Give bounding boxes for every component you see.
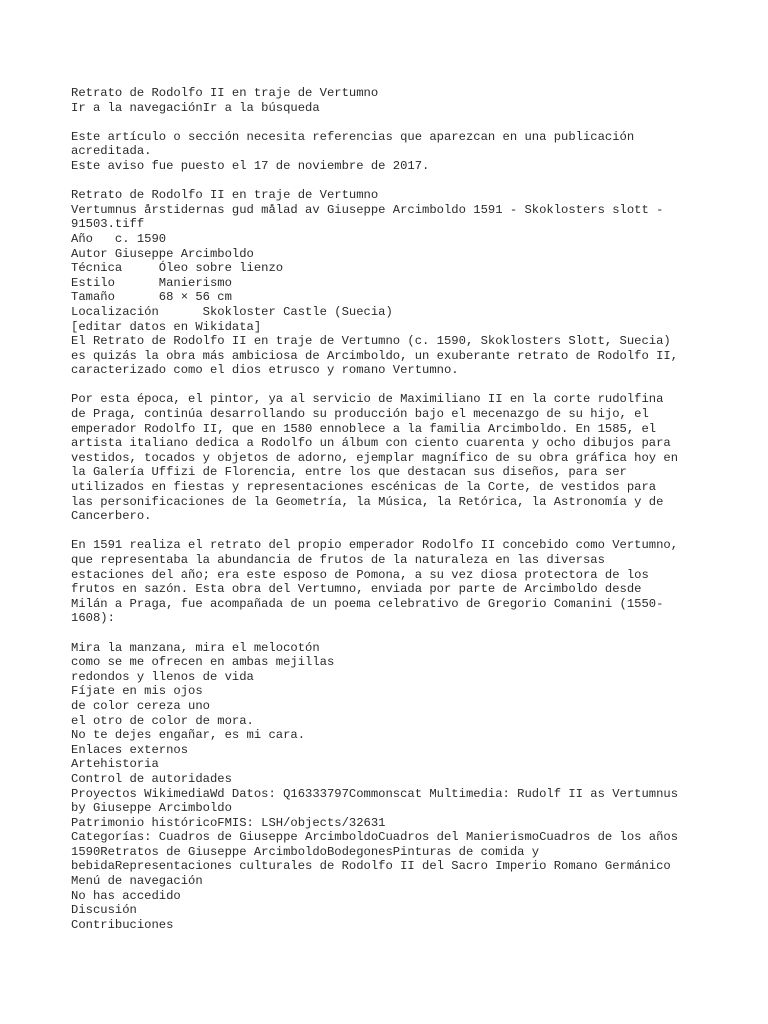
edit-wikidata-link[interactable]: [editar datos en Wikidata] <box>71 319 262 334</box>
paragraph-text: caracterizado como el dios etrusco y romano Vertumno. <box>71 363 459 378</box>
infobox-style: Estilo Manierismo <box>71 275 232 290</box>
infobox-image-caption[interactable]: Vertumnus årstidernas gud målad av Giuseppe Arcimboldo 1591 - Skoklosters slott - <box>71 202 664 217</box>
navigation-menu-heading: Menú de navegación <box>71 874 203 889</box>
paragraph-text: Cancerbero. <box>71 509 152 524</box>
infobox-author: Autor Giuseppe Arcimboldo <box>71 246 254 261</box>
paragraph-text: es quizás la obra más ambiciosa de Arcimboldo, un exuberante retrato de Rodolfo II, <box>71 348 679 363</box>
notice-text: Este artículo o sección necesita referencias que aparezcan en una publicación <box>71 129 635 144</box>
categories-links[interactable]: Categorías: Cuadros de Giuseppe ArcimboldoCuadros del ManierismoCuadros de los años <box>71 830 679 845</box>
blank-line <box>71 115 711 130</box>
paragraph-text: de Praga, continúa desarrollando su producción bajo el mecenazgo de su hijo, el <box>71 407 649 422</box>
paragraph-text: frutos en sazón. Esta obra del Vertumno, enviada por parte de Arcimboldo desde <box>71 582 642 597</box>
paragraph-text: En 1591 realiza el retrato del propio emperador Rodolfo II concebido como Vertumno, <box>71 538 679 553</box>
categories-links[interactable]: 1590Retratos de Giuseppe ArcimboldoBodegonesPinturas de comida y <box>71 844 540 859</box>
poem-line: Fíjate en mis ojos <box>71 684 203 699</box>
paragraph-text: que representaba la abundancia de frutos de la naturaleza en las diversas <box>71 553 605 567</box>
paragraph-text: las personificaciones de la Geometría, la Música, la Retórica, la Astronomía y de <box>71 494 664 509</box>
document-text <box>71 86 711 932</box>
section-heading-external-links: Enlaces externos <box>71 742 189 757</box>
poem-line: el otro de color de mora. <box>71 713 254 728</box>
heritage-link[interactable]: Patrimonio históricoFMIS: LSH/objects/32631 <box>71 815 386 830</box>
external-link-artehistoria[interactable]: Artehistoria <box>71 757 159 772</box>
skip-links[interactable]: Ir a la navegaciónIr a la búsqueda <box>71 100 320 115</box>
blank-line <box>71 378 711 393</box>
blank-line <box>71 174 711 189</box>
paragraph-text: utilizados en fiestas y representaciones escénicas de la Corte, de vestidos para <box>71 480 657 495</box>
notice-text: acreditada. <box>71 144 152 159</box>
infobox-title: Retrato de Rodolfo II en traje de Vertumno <box>71 188 379 203</box>
paragraph-text: Por esta época, el pintor, ya al servicio de Maximiliano II en la corte rudolfina <box>71 392 664 407</box>
infobox-size: Tamaño 68 × 56 cm <box>71 290 232 305</box>
wikimedia-projects-links[interactable]: Proyectos WikimediaWd Datos: Q16333797Commonscat Multimedia: Rudolf II as Vertumnus <box>71 786 679 801</box>
paragraph-text: 1608): <box>71 611 115 626</box>
nav-not-logged-in: No has accedido <box>71 888 181 903</box>
wikimedia-projects-links[interactable]: by Giuseppe Arcimboldo <box>71 801 232 816</box>
paragraph-text: El Retrato de Rodolfo II en traje de Vertumno (c. 1590, Skoklosters Slott, Suecia) <box>71 334 671 349</box>
paragraph-text: artista italiano dedica a Rodolfo un álbum con ciento cuarenta y ocho dibujos para <box>71 436 671 451</box>
infobox-location: Localización Skokloster Castle (Suecia) <box>71 304 393 319</box>
categories-links[interactable]: bebidaRepresentaciones culturales de Rodolfo II del Sacro Imperio Romano Germánico <box>71 859 671 874</box>
paragraph-text: vestidos, tocados y objetos de adorno, ejemplar magnífico de su obra gráfica hoy en <box>71 450 679 465</box>
infobox-year: Año c. 1590 <box>71 231 167 246</box>
poem-line: como se me ofrecen en ambas mejillas <box>71 655 335 670</box>
authority-control-heading: Control de autoridades <box>71 771 232 786</box>
poem-line: Mira la manzana, mira el melocotón <box>71 640 320 655</box>
blank-line <box>71 626 711 641</box>
paragraph-text: emperador Rodolfo II, que en 1580 ennoblece a la familia Arcimboldo. En 1585, el <box>71 421 657 436</box>
paragraph-text: la Galería Uffizi de Florencia, entre los que destacan sus diseños, para ser <box>71 465 627 480</box>
poem-line: de color cereza uno <box>71 698 210 713</box>
nav-contributions-link[interactable]: Contribuciones <box>71 917 174 932</box>
infobox-technique: Técnica Óleo sobre lienzo <box>71 261 284 276</box>
paragraph-text: Milán a Praga, fue acompañada de un poema celebrativo de Gregorio Comanini (1550- <box>71 596 664 611</box>
infobox-image-caption[interactable]: 91503.tiff <box>71 217 145 232</box>
nav-talk-link[interactable]: Discusión <box>71 903 137 918</box>
poem-line: redondos y llenos de vida <box>71 669 254 684</box>
notice-date: Este aviso fue puesto el 17 de noviembre de 2017. <box>71 158 430 173</box>
paragraph-text: estaciones del año; era este esposo de Pomona, a su vez diosa protectora de los <box>71 567 649 582</box>
poem-line: No te dejes engañar, es mi cara. <box>71 728 306 743</box>
page-title: Retrato de Rodolfo II en traje de Vertumno <box>71 86 379 100</box>
blank-line <box>71 524 711 539</box>
